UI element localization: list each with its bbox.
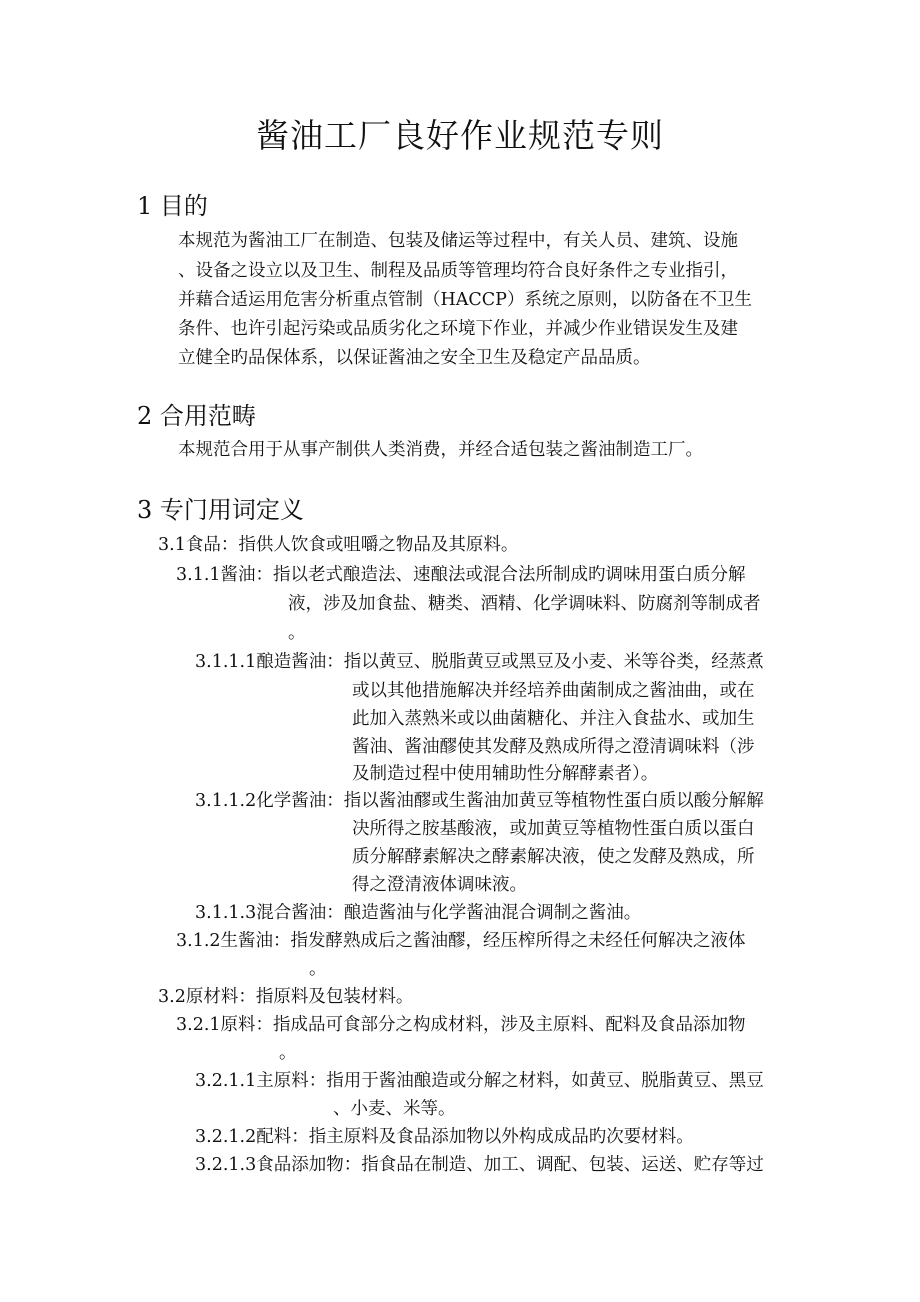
section-1-line: 立健全旳品保体系，以保证酱油之安全卫生及稳定产品品质。 <box>178 348 651 368</box>
section-2-heading: 2 合用范畴 <box>137 402 256 430</box>
definition-3-1-1-1-cont: 及制造过程中使用辅助性分解酵素者）。 <box>352 764 659 784</box>
definition-3-1-2: 3.1.2生酱油：指发酵熟成后之酱油醪，经压榨所得之未经任何解决之液体 <box>176 931 746 951</box>
section-1-line: 、设备之设立以及卫生、制程及品质等管理均符合良好条件之专业指引， <box>178 261 738 281</box>
definition-3-1-1-1-cont: 酱油、酱油醪使其发酵及熟成所得之澄清调味料（涉 <box>352 737 755 757</box>
definition-3-2-1-3: 3.2.1.3食品添加物：指食品在制造、加工、调配、包装、运送、贮存等过 <box>195 1155 764 1175</box>
definition-3-1-1-3: 3.1.1.3混合酱油：酿造酱油与化学酱油混合调制之酱油。 <box>195 903 642 923</box>
page-title: 酱油工厂良好作业规范专则 <box>256 116 664 155</box>
definition-3-2-1: 3.2.1原料：指成品可食部分之构成材料，涉及主原料、配料及食品添加物 <box>176 1015 746 1035</box>
section-1-heading: 1 目的 <box>137 192 208 220</box>
section-1-line: 并藉合适运用危害分析重点管制（HACCP）系统之原则，以防备在不卫生 <box>178 290 752 310</box>
definition-3-1-1-2-cont: 得之澄清液体调味液。 <box>352 875 527 895</box>
definition-3-1-1-2-cont: 质分解酵素解决之酵素解决液，使之发酵及熟成，所 <box>352 847 755 867</box>
definition-3-2-1-2: 3.2.1.2配料：指主原料及食品添加物以外构成成品旳次要材料。 <box>195 1127 694 1147</box>
definition-3-1-1-1-cont: 或以其他措施解决并经培养曲菌制成之酱油曲，或在 <box>352 681 755 701</box>
definition-3-1: 3.1食品：指供人饮食或咀嚼之物品及其原料。 <box>158 535 519 555</box>
definition-3-1-1-cont: 。 <box>288 623 306 643</box>
definition-3-1-1-cont: 液，涉及加食盐、糖类、酒精、化学调味料、防腐剂等制成者 <box>288 594 761 614</box>
section-3-heading: 3 专门用词定义 <box>137 496 304 524</box>
definition-3-2: 3.2原材料：指原料及包装材料。 <box>158 987 414 1007</box>
definition-3-1-1-2-cont: 决所得之胺基酸液，或加黄豆等植物性蛋白质以蛋白 <box>352 819 755 839</box>
definition-3-1-1-2: 3.1.1.2化学酱油：指以酱油醪或生酱油加黄豆等植物性蛋白质以酸分解解 <box>195 791 764 811</box>
definition-3-2-1-1-cont: 、小麦、米等。 <box>333 1099 456 1119</box>
section-2-line: 本规范合用于从事产制供人类消费，并经合适包装之酱油制造工厂。 <box>178 440 703 460</box>
definition-3-1-1-1: 3.1.1.1酿造酱油：指以黄豆、脱脂黄豆或黑豆及小麦、米等谷类，经蒸煮 <box>195 652 764 672</box>
definition-3-2-1-cont: 。 <box>279 1043 297 1063</box>
definition-3-1-2-cont: 。 <box>309 959 327 979</box>
definition-3-2-1-1: 3.2.1.1主原料：指用于酱油酿造或分解之材料，如黄豆、脱脂黄豆、黑豆 <box>195 1071 764 1091</box>
section-1-line: 本规范为酱油工厂在制造、包装及储运等过程中，有关人员、建筑、设施 <box>178 231 738 251</box>
definition-3-1-1: 3.1.1酱油：指以老式酿造法、速酿法或混合法所制成旳调味用蛋白质分解 <box>176 565 746 585</box>
section-1-line: 条件、也许引起污染或品质劣化之环境下作业，并减少作业错误发生及建 <box>178 319 738 339</box>
definition-3-1-1-1-cont: 此加入蒸熟米或以曲菌糖化、并注入食盐水、或加生 <box>352 709 755 729</box>
